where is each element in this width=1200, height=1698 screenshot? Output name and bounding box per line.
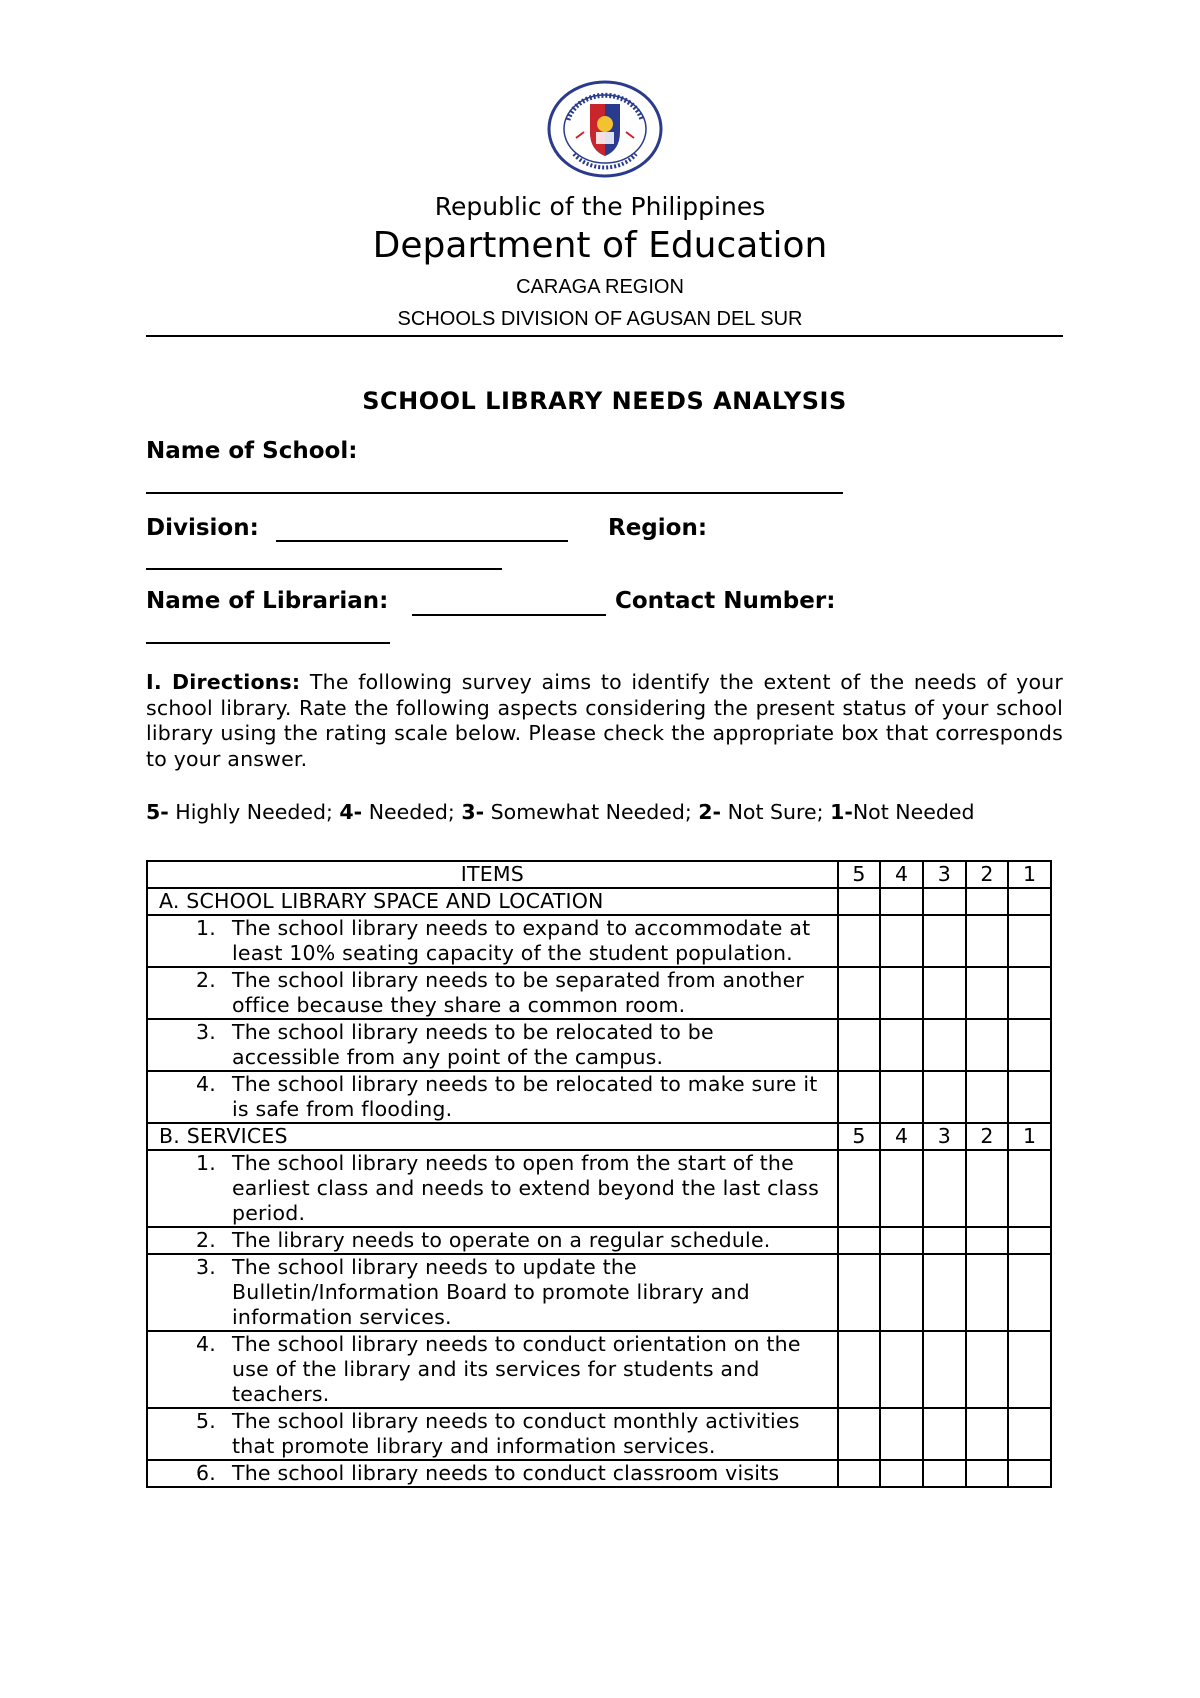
rating-box[interactable] (880, 1254, 923, 1331)
rating-box[interactable] (880, 1460, 923, 1487)
item-text: The school library needs to conduct orientation on the use of the library and its services for students and teachers. (232, 1332, 801, 1406)
rating-header-4: 4 (880, 861, 923, 888)
item-number: 2. (196, 968, 216, 992)
item-text: The school library needs to be separated from another office because they share a common room. (232, 968, 805, 1017)
rating-header-5: 5 (838, 1123, 881, 1150)
item-text: The school library needs to open from the start of the earliest class and needs to extend beyond the last class period. (232, 1151, 819, 1225)
item-text: The school library needs to update the Bulletin/Information Board to promote library and information services. (232, 1255, 750, 1329)
scale-key-4: 4- (339, 800, 363, 824)
rating-box[interactable] (880, 1331, 923, 1408)
deped-seal-icon (546, 80, 664, 178)
scale-key-2: 2- (698, 800, 722, 824)
rating-box[interactable] (923, 1227, 966, 1254)
rating-box[interactable] (966, 967, 1009, 1019)
rating-box[interactable] (1008, 967, 1051, 1019)
rating-box[interactable] (880, 888, 923, 915)
form-title: SCHOOL LIBRARY NEEDS ANALYSIS (362, 387, 847, 415)
rating-box[interactable] (966, 915, 1009, 967)
rating-header-4: 4 (880, 1123, 923, 1150)
rating-box[interactable] (1008, 915, 1051, 967)
rating-box[interactable] (880, 1019, 923, 1071)
rating-box[interactable] (880, 967, 923, 1019)
scale-label-3: Somewhat Needed (484, 800, 685, 824)
item-number: 3. (196, 1020, 216, 1044)
rating-box[interactable] (966, 1227, 1009, 1254)
rating-box[interactable] (923, 888, 966, 915)
item-text: The school library needs to conduct classroom visits (232, 1461, 780, 1485)
items-header: ITEMS (147, 861, 838, 888)
rating-box[interactable] (838, 1150, 881, 1227)
table-row (147, 1227, 1051, 1254)
rating-box[interactable] (838, 1460, 881, 1487)
section-row (147, 888, 1051, 915)
rating-header-2: 2 (966, 1123, 1009, 1150)
region-heading: CARAGA REGION (516, 276, 684, 298)
rating-box[interactable] (1008, 1227, 1051, 1254)
division-heading: SCHOOLS DIVISION OF AGUSAN DEL SUR (397, 308, 803, 330)
rating-box[interactable] (923, 1408, 966, 1460)
directions-text: The following survey aims to identify the extent of the needs of your school library. Rate the following aspects considering the present status of your school library using the rating scale below. Please check the appropriate box that corresponds to your answer. (146, 670, 1064, 771)
name-of-school-line[interactable] (146, 492, 843, 494)
directions-label: I. Directions: (146, 670, 301, 694)
scale-label-1: Not Needed (852, 800, 975, 824)
rating-box[interactable] (838, 915, 881, 967)
rating-box[interactable] (923, 1254, 966, 1331)
rating-scale: 5- Highly Needed; 4- Needed; 3- Somewhat Needed; 2- Not Sure; 1-Not Needed (146, 800, 975, 824)
librarian-line[interactable] (412, 614, 606, 616)
item-text: The school library needs to expand to accommodate at least 10% seating capacity of the student population. (232, 916, 811, 965)
rating-box[interactable] (966, 1460, 1009, 1487)
division-line[interactable] (276, 540, 568, 542)
rating-box[interactable] (838, 1254, 881, 1331)
rating-box[interactable] (880, 1408, 923, 1460)
rating-box[interactable] (923, 1019, 966, 1071)
rating-box[interactable] (966, 1019, 1009, 1071)
rating-box[interactable] (880, 1071, 923, 1123)
table-row (147, 1019, 1051, 1071)
rating-box[interactable] (1008, 888, 1051, 915)
item-number: 1. (196, 916, 216, 940)
table-row (147, 1150, 1051, 1227)
scale-label-2: Not Sure (721, 800, 817, 824)
rating-box[interactable] (838, 1019, 881, 1071)
rating-box[interactable] (923, 1150, 966, 1227)
rating-box[interactable] (923, 967, 966, 1019)
rating-box[interactable] (838, 1227, 881, 1254)
item-text: The library needs to operate on a regular schedule. (232, 1228, 771, 1252)
division-label: Division: (146, 515, 259, 541)
rating-box[interactable] (966, 1408, 1009, 1460)
name-of-school-label: Name of School: (146, 438, 358, 464)
scale-key-1: 1- (830, 800, 853, 824)
item-text: The school library needs to be relocated to make sure it is safe from flooding. (232, 1072, 818, 1121)
rating-box[interactable] (966, 1254, 1009, 1331)
table-row (147, 915, 1051, 967)
scale-key-3: 3- (461, 800, 485, 824)
rating-box[interactable] (1008, 1019, 1051, 1071)
rating-box[interactable] (923, 1331, 966, 1408)
table-row (147, 1408, 1051, 1460)
item-number: 2. (196, 1228, 216, 1252)
rating-box[interactable] (1008, 1254, 1051, 1331)
rating-box[interactable] (1008, 1150, 1051, 1227)
survey-table (146, 860, 1052, 1488)
section-row (147, 1123, 1051, 1150)
contact-line[interactable] (146, 642, 390, 644)
department-heading: Department of Education (372, 225, 828, 266)
rating-box[interactable] (966, 1331, 1009, 1408)
item-number: 4. (196, 1072, 216, 1096)
rating-header-3: 3 (923, 1123, 966, 1150)
rating-box[interactable] (966, 888, 1009, 915)
table-row (147, 1460, 1051, 1487)
rating-box[interactable] (966, 1150, 1009, 1227)
table-row (147, 967, 1051, 1019)
item-number: 6. (196, 1461, 216, 1485)
table-header-row (147, 861, 1051, 888)
region-line[interactable] (146, 568, 502, 570)
republic-heading: Republic of the Philippines (434, 192, 766, 221)
rating-box[interactable] (1008, 1460, 1051, 1487)
table-row (147, 1331, 1051, 1408)
rating-box[interactable] (923, 1071, 966, 1123)
rating-box[interactable] (880, 1150, 923, 1227)
section-a-title: A. SCHOOL LIBRARY SPACE AND LOCATION (147, 888, 838, 915)
item-number: 1. (196, 1151, 216, 1175)
rating-header-5: 5 (838, 861, 881, 888)
rating-box[interactable] (880, 915, 923, 967)
item-number: 3. (196, 1255, 216, 1279)
rating-box[interactable] (838, 1408, 881, 1460)
rating-box[interactable] (1008, 1408, 1051, 1460)
scale-label-4: Needed (362, 800, 448, 824)
rating-box[interactable] (1008, 1071, 1051, 1123)
rating-header-1: 1 (1008, 1123, 1051, 1150)
item-number: 4. (196, 1332, 216, 1356)
table-row (147, 1071, 1051, 1123)
contact-label: Contact Number: (615, 588, 836, 614)
table-row (147, 1254, 1051, 1331)
header-divider (146, 335, 1063, 337)
rating-header-3: 3 (923, 861, 966, 888)
scale-key-5: 5- (146, 800, 169, 824)
rating-box[interactable] (880, 1227, 923, 1254)
item-text: The school library needs to be relocated to be accessible from any point of the campus. (232, 1020, 714, 1069)
librarian-label: Name of Librarian: (146, 588, 389, 614)
rating-header-1: 1 (1008, 861, 1051, 888)
rating-box[interactable] (838, 888, 881, 915)
directions-paragraph (146, 670, 1063, 772)
rating-box[interactable] (966, 1071, 1009, 1123)
rating-box[interactable] (923, 915, 966, 967)
section-b-title: B. SERVICES (147, 1123, 838, 1150)
rating-box[interactable] (838, 1071, 881, 1123)
rating-box[interactable] (923, 1460, 966, 1487)
rating-box[interactable] (838, 967, 881, 1019)
rating-header-2: 2 (966, 861, 1009, 888)
scale-label-5: Highly Needed (168, 800, 326, 824)
item-text: The school library needs to conduct monthly activities that promote library and information services. (232, 1409, 800, 1458)
rating-box[interactable] (838, 1331, 881, 1408)
region-label: Region: (608, 515, 708, 541)
rating-box[interactable] (1008, 1331, 1051, 1408)
item-number: 5. (196, 1409, 216, 1433)
